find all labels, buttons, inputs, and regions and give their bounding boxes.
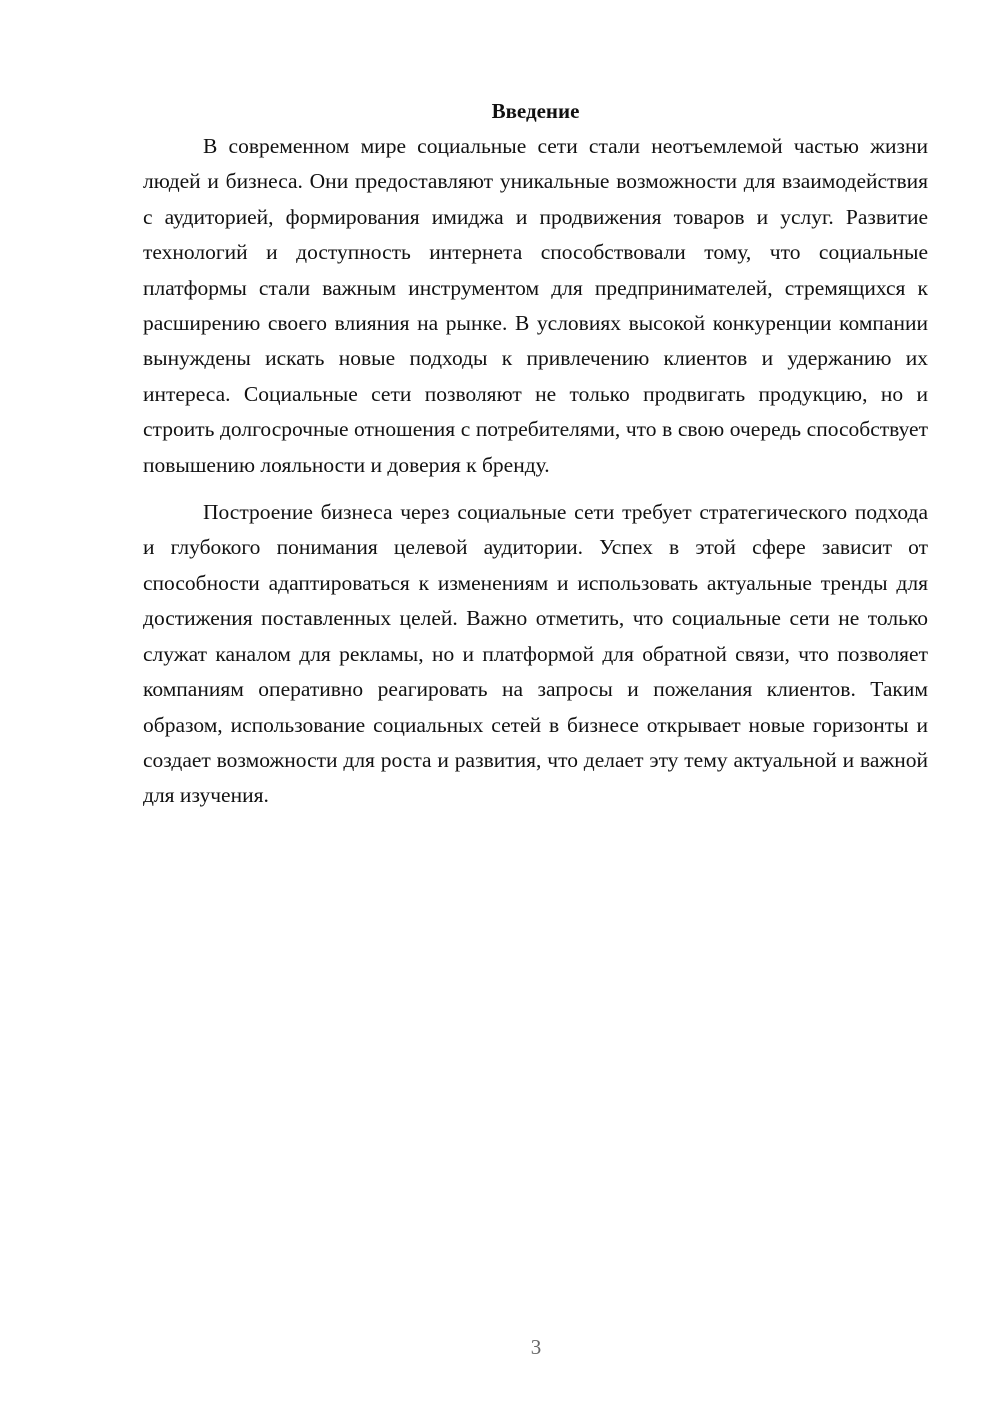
- page-number: 3: [530, 1335, 542, 1359]
- section-heading: Введение: [491, 99, 580, 123]
- page-content: [143, 95, 928, 814]
- paragraph-2: Построение бизнеса через социальные сети требует стратегического подхода и глубокого понимания целевой аудитории. Успех в этой сфере зависит от способности адаптироваться к изменениям и использовать актуальные тренды для достижения поставленных целей. Важно отметить, что социальные сети не только служат каналом для рекламы, но и платформой для обратной связи, что позволяет компаниям оперативно реагировать на запросы и пожелания клиентов. Таким образом, использование социальных сетей в бизнесе открывает новые горизонты и создает возможности для роста и развития, что делает эту тему актуальной и важной для изучения.: [143, 500, 928, 808]
- paragraph-1: В современном мире социальные сети стали неотъемлемой частью жизни людей и бизнеса. Они предоставляют уникальные возможности для взаимодействия с аудиторией, формирования имиджа и продвижения товаров и услуг. Развитие технологий и доступность интернета способствовали тому, что социальные платформы стали важным инструментом для предпринимателей, стремящихся к расширению своего влияния на рынке. В условиях высокой конкуренции компании вынуждены искать новые подходы к привлечению клиентов и удержанию их интереса. Социальные сети позволяют не только продвигать продукцию, но и строить долгосрочные отношения с потребителями, что в свою очередь способствует повышению лояльности и доверия к бренду.: [143, 134, 928, 477]
